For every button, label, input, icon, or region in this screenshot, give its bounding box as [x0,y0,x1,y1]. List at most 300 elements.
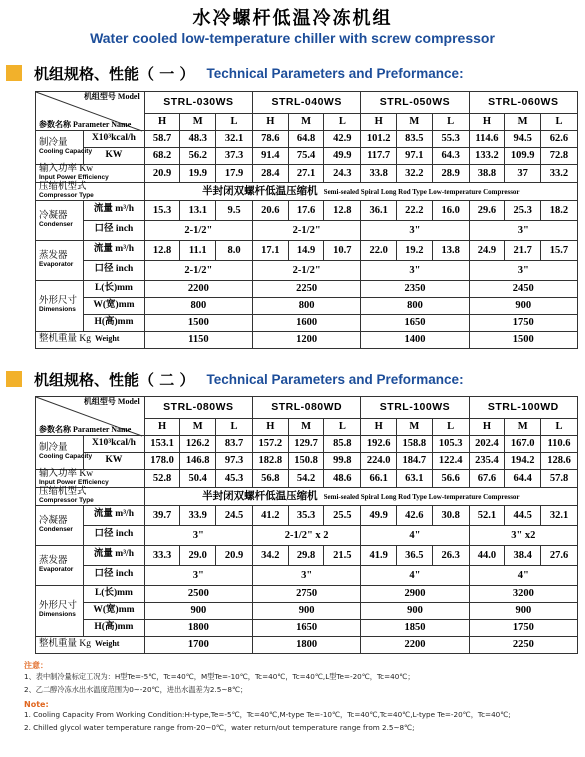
cooling-kw-value: 235.4 [469,453,505,470]
corner-model-label: 机组型号 Model [83,92,140,101]
hml-header: M [180,419,216,436]
compressor-type-en: Semi-sealed Spiral Long Rod Type Low-temperature Compressor [323,492,520,501]
condenser-flow-value: 15.3 [144,200,180,220]
evap-flow-value: 20.9 [216,545,253,565]
table-row [36,436,578,453]
cooling-kw-value: 56.2 [180,148,216,165]
compressor-type-zh: 半封闭双螺杆低温压缩机 [202,185,318,197]
condenser-flow-value: 25.5 [324,505,361,525]
input-power-value: 57.8 [541,470,578,488]
dimension-value: 900 [469,297,577,314]
input-power-value: 37 [505,165,541,183]
cooling-kcal-value: 192.6 [361,436,397,453]
weight-label-en: Weight [95,638,120,648]
condenser-flow-label: 流量 m³/h [84,200,145,220]
condenser-flow-value: 29.6 [469,200,505,220]
dimension-value: 2500 [144,585,252,602]
evaporator-label-en: Evaporator [39,260,74,268]
evap-flow-value: 38.4 [505,545,541,565]
evap-flow-value: 34.2 [253,545,289,565]
hml-header: H [253,419,289,436]
table-row [36,397,578,419]
evap-flow-value: 29.8 [288,545,324,565]
model-name: STRL-040WS [253,92,361,114]
dimensions-label-zh: 外形尺寸 [39,601,78,612]
table-row [36,260,578,280]
evap-flow-value: 24.9 [469,240,505,260]
input-power-label-zh: 输入功率 Kw [39,469,94,479]
model-name: STRL-050WS [361,92,469,114]
hml-header: M [397,419,433,436]
condenser-port-value: 3" [469,220,577,240]
table-row [36,200,578,220]
evaporator-label-zh: 蒸发器 [39,250,68,261]
hml-header: H [469,114,505,131]
input-power-value: 20.9 [144,165,180,183]
evap-flow-value: 33.3 [144,545,180,565]
input-power-value: 56.6 [432,470,469,488]
dimensions-label-en: Dimensions [39,306,76,314]
condenser-port-value: 2-1/2" [253,220,361,240]
condenser-port-value: 3" x2 [469,525,577,545]
condenser-flow-value: 22.2 [397,200,433,220]
table-row [36,470,578,488]
hml-header: L [324,419,361,436]
hml-header: L [432,114,469,131]
dimension-unit: W(宽)mm [84,297,145,314]
condenser-port-value: 3" [144,525,252,545]
dimension-value: 900 [469,602,577,619]
dimension-value: 2900 [361,585,469,602]
cooling-kw-value: 49.9 [324,148,361,165]
cooling-kcal-value: 126.2 [180,436,216,453]
cooling-kcal-value: 202.4 [469,436,505,453]
hml-header: L [216,419,253,436]
cooling-kcal-value: 48.3 [180,131,216,148]
evap-flow-label: 流量 m³/h [84,545,145,565]
compressor-type [144,487,577,505]
cooling-kw-value: 182.8 [253,453,289,470]
evap-flow-value: 17.1 [253,240,289,260]
input-power-value: 27.1 [288,165,324,183]
note-en-2: 2. Chilled glycol water temperature range from-20~0℃，water return/out temperature range from 2.5~8℃; [24,722,415,732]
condenser-label-zh: 冷凝器 [39,515,68,526]
table-row [36,565,578,585]
input-power-value: 63.1 [397,470,433,488]
table-row [36,314,578,331]
input-power-value: 66.1 [361,470,397,488]
table-row [36,92,578,114]
cooling-kw-value: 146.8 [180,453,216,470]
weight-value: 2250 [469,636,577,653]
condenser-port-value: 2-1/2" x 2 [253,525,361,545]
table-row [36,240,578,260]
hml-header: H [469,419,505,436]
model-name: STRL-100WD [469,397,577,419]
cooling-kw-value: 75.4 [288,148,324,165]
input-power-value: 28.4 [253,165,289,183]
dimension-value: 900 [144,602,252,619]
input-power-value: 17.9 [216,165,253,183]
evap-port-value: 3" [144,565,252,585]
cooling-kw-value: 37.3 [216,148,253,165]
evap-flow-value: 29.0 [180,545,216,565]
cooling-kcal-value: 83.5 [397,131,433,148]
condenser-flow-value: 16.0 [432,200,469,220]
compressor-type-en: Semi-sealed Spiral Long Rod Type Low-temperature Compressor [323,187,520,196]
cooling-kcal-value: 114.6 [469,131,505,148]
input-power-value: 54.2 [288,470,324,488]
cooling-kcal-value: 167.0 [505,436,541,453]
compressor-label-zh: 压缩机型式 [39,486,87,497]
cooling-kcal-value: 110.6 [541,436,578,453]
hml-header: M [397,114,433,131]
input-power-value: 56.8 [253,470,289,488]
dimension-value: 2350 [361,280,469,297]
hml-header: H [361,114,397,131]
cooling-kcal-value: 157.2 [253,436,289,453]
input-power-value: 24.3 [324,165,361,183]
cooling-kcal-value: 129.7 [288,436,324,453]
table-row [36,148,578,165]
input-power-value: 19.9 [180,165,216,183]
dimension-value: 1850 [361,619,469,636]
corner-header [36,92,145,131]
evap-flow-value: 15.7 [540,240,577,260]
section-heading [6,368,464,390]
evap-flow-value: 21.7 [505,240,541,260]
compressor-label-en: Compressor Type [39,191,94,199]
cooling-label-en: Cooling Capacity [39,453,93,461]
corner-param-label: 参数名称 Parameter Name [39,119,132,129]
hml-header: M [180,114,216,131]
corner-model-label: 机组型号 Model [83,397,140,406]
input-power-value: 67.6 [469,470,505,488]
input-power-value: 28.9 [432,165,469,183]
cooling-kw-value: 97.1 [397,148,433,165]
cooling-label [36,131,93,165]
evap-port-value: 2-1/2" [253,260,361,280]
condenser-flow-value: 35.3 [288,505,324,525]
dimension-value: 1650 [253,619,361,636]
dimension-value: 900 [361,602,469,619]
evap-flow-value: 12.8 [144,240,180,260]
section-heading-zh: 机组规格、性能（ 二 ） [34,370,195,389]
condenser-port-value: 4" [361,525,469,545]
compressor-label [36,487,145,505]
evap-flow-value: 8.0 [216,240,253,260]
input-power-label-en: Input Power Efficiency [39,478,109,486]
compressor-label [36,182,145,200]
evap-port-value: 3" [469,260,577,280]
dimension-value: 800 [144,297,252,314]
compressor-label-zh: 压缩机型式 [39,181,87,192]
table-row [36,182,578,200]
hml-header: L [432,419,469,436]
hml-header: M [288,419,324,436]
cooling-kcal-value: 58.7 [144,131,180,148]
evap-port-value: 4" [469,565,577,585]
unit-kcal: X10³kcal/h [84,131,145,148]
table-row [36,585,578,602]
page-subtitle: Water cooled low-temperature chiller with screw compressor [90,30,495,46]
condenser-flow-value: 18.2 [540,200,577,220]
table-row [36,220,578,240]
input-power-value: 38.8 [469,165,505,183]
condenser-flow-value: 36.1 [361,200,397,220]
hml-header: L [324,114,361,131]
cooling-kw-value: 178.0 [144,453,180,470]
evap-flow-value: 14.9 [288,240,324,260]
evaporator-label-zh: 蒸发器 [39,555,68,566]
cooling-label-zh: 制冷量 [39,443,68,454]
condenser-flow-value: 32.1 [541,505,578,525]
weight-value: 1800 [253,636,361,653]
dimension-unit: H(高)mm [84,314,145,331]
cooling-kw-value: 194.2 [505,453,541,470]
cooling-kcal-value: 101.2 [361,131,397,148]
cooling-kw-value: 133.2 [469,148,505,165]
input-power-value: 33.8 [361,165,397,183]
table-row [36,331,578,348]
evaporator-label-en: Evaporator [39,565,74,573]
model-name: STRL-080WS [144,397,252,419]
condenser-flow-value: 20.6 [253,200,289,220]
spec-table [35,91,578,349]
condenser-flow-label: 流量 m³/h [84,505,145,525]
table-row [36,602,578,619]
condenser-flow-value: 24.5 [216,505,253,525]
hml-header: H [361,419,397,436]
condenser-label-zh: 冷凝器 [39,210,68,221]
weight-value: 1500 [469,331,577,348]
section-heading [6,62,464,84]
condenser-flow-value: 49.9 [361,505,397,525]
cooling-kw-value: 91.4 [253,148,289,165]
weight-value: 1150 [144,331,252,348]
table-row [36,453,578,470]
dimension-value: 2200 [144,280,252,297]
hml-header: M [505,419,541,436]
table-row [36,131,578,148]
table-row [36,619,578,636]
cooling-kw-value: 64.3 [432,148,469,165]
cooling-kcal-value: 64.8 [288,131,324,148]
condenser-flow-value: 52.1 [469,505,505,525]
dimension-value: 3200 [469,585,577,602]
input-power-value: 64.4 [505,470,541,488]
dimension-value: 1800 [144,619,252,636]
page-title: 水冷螺杆低温冷冻机组 [192,8,393,29]
input-power-value: 48.6 [324,470,361,488]
evap-flow-value: 44.0 [469,545,505,565]
input-power-value: 32.2 [397,165,433,183]
input-power-label [36,165,145,183]
evaporator-label [36,545,84,585]
unit-kw: KW [84,453,145,470]
section-marker-icon [6,65,22,81]
evap-flow-value: 22.0 [361,240,397,260]
cooling-kw-value: 68.2 [144,148,180,165]
evap-port-value: 3" [253,565,361,585]
input-power-value: 52.8 [144,470,180,488]
condenser-port-label: 口径 inch [84,220,145,240]
table-row [36,525,578,545]
cooling-kw-value: 117.7 [361,148,397,165]
weight-label [36,636,145,653]
hml-header: H [253,114,289,131]
dimension-value: 1500 [144,314,252,331]
cooling-kw-value: 109.9 [505,148,541,165]
dimension-unit: L(长)mm [84,585,145,602]
hml-header: H [144,419,180,436]
hml-header: H [144,114,180,131]
condenser-flow-value: 33.9 [180,505,216,525]
table-row [36,280,578,297]
dimensions-label-en: Dimensions [39,611,76,619]
model-name: STRL-100WS [361,397,469,419]
section-marker-icon [6,371,22,387]
table-row [36,297,578,314]
condenser-port-label: 口径 inch [84,525,145,545]
table-row [36,165,578,183]
notes-heading-en: Note: [24,700,49,709]
cooling-kcal-value: 105.3 [432,436,469,453]
evap-flow-value: 11.1 [180,240,216,260]
input-power-label-zh: 输入功率 Kw [39,164,94,174]
model-name: STRL-060WS [469,92,577,114]
hml-header: M [505,114,541,131]
cooling-kcal-value: 153.1 [144,436,180,453]
note-zh-2: 2、乙二醇冷冻水出水温度范围为0~-20℃，进出水温差为2.5~8℃； [24,684,248,694]
weight-value: 2200 [361,636,469,653]
cooling-kw-value: 224.0 [361,453,397,470]
section-heading-en: Technical Parameters and Preformance: [206,371,464,387]
dimension-unit: L(长)mm [84,280,145,297]
condenser-flow-value: 42.6 [397,505,433,525]
notes-heading-zh: 注意： [24,661,48,670]
cooling-kcal-value: 158.8 [397,436,433,453]
cooling-kw-value: 97.3 [216,453,253,470]
dimension-unit: H(高)mm [84,619,145,636]
unit-kw: KW [84,148,145,165]
section-heading-zh: 机组规格、性能（ 一 ） [34,64,195,83]
evap-flow-label: 流量 m³/h [84,240,145,260]
compressor-type-zh: 半封闭双螺杆低温压缩机 [202,490,318,502]
dimension-value: 2450 [469,280,577,297]
table-row [36,505,578,525]
cooling-kw-value: 99.8 [324,453,361,470]
evap-port-label: 口径 inch [84,565,145,585]
evap-flow-value: 41.9 [361,545,397,565]
input-power-value: 33.2 [540,165,577,183]
note-zh-1: 1、表中制冷量标定工况为：H型Te=-5℃，Tc=40℃，M型Te=-10℃，Tc=40℃，Tc=40℃,L型Te=-20℃，Tc=40℃； [24,672,415,681]
cooling-kcal-value: 94.5 [505,131,541,148]
condenser-port-value: 3" [361,220,469,240]
condenser-flow-value: 39.7 [144,505,180,525]
evap-port-value: 4" [361,565,469,585]
cooling-label-zh: 制冷量 [39,138,68,149]
dimension-value: 1750 [469,619,577,636]
weight-value: 1700 [144,636,252,653]
dimension-unit: W(宽)mm [84,602,145,619]
weight-label-en: Weight [95,333,120,343]
table-row [36,545,578,565]
cooling-kcal-value: 32.1 [216,131,253,148]
unit-kcal: X10³kcal/h [84,436,145,453]
hml-header: L [541,419,578,436]
evap-flow-value: 27.6 [541,545,578,565]
evap-flow-value: 21.5 [324,545,361,565]
condenser-flow-value: 9.5 [216,200,253,220]
weight-label-zh: 整机重量 Kg [39,333,91,344]
evap-port-value: 3" [361,260,469,280]
cooling-kw-value: 150.8 [288,453,324,470]
dimensions-label [36,585,84,636]
weight-label [36,331,145,348]
table-row [36,636,578,653]
compressor-type [144,182,577,200]
condenser-label-en: Condenser [39,525,73,533]
input-power-label [36,470,145,488]
cooling-kw-value: 72.8 [540,148,577,165]
condenser-flow-value: 30.8 [432,505,469,525]
model-name: STRL-030WS [144,92,252,114]
condenser-label [36,200,84,240]
hml-header: L [540,114,577,131]
weight-label-zh: 整机重量 Kg [39,638,91,649]
hml-header: L [216,114,253,131]
condenser-label-en: Condenser [39,220,73,228]
notes [24,660,584,734]
dimension-value: 2750 [253,585,361,602]
condenser-port-value: 2-1/2" [144,220,252,240]
cooling-kcal-value: 55.3 [432,131,469,148]
corner-param-label: 参数名称 Parameter Name [39,424,132,434]
dimension-value: 1600 [253,314,361,331]
input-power-label-en: Input Power Efficiency [39,173,109,181]
corner-header [36,397,145,436]
evap-port-label: 口径 inch [84,260,145,280]
dimensions-label-zh: 外形尺寸 [39,296,78,307]
dimension-value: 900 [253,602,361,619]
evap-flow-value: 36.5 [397,545,433,565]
evaporator-label [36,240,84,280]
note-en-1: 1. Cooling Capacity From Working Condition:H-type,Te=-5℃，Tc=40℃,M-type Te=-10℃，Tc=40℃,Tc=40℃,L-type Te=-20℃，Tc=40℃; [24,710,511,719]
compressor-label-en: Compressor Type [39,496,94,504]
condenser-flow-value: 12.8 [324,200,361,220]
spec-table [35,396,578,654]
evap-flow-value: 13.8 [432,240,469,260]
evap-flow-value: 26.3 [432,545,469,565]
cooling-kcal-value: 83.7 [216,436,253,453]
cooling-kw-value: 128.6 [541,453,578,470]
dimension-value: 800 [253,297,361,314]
evap-flow-value: 19.2 [397,240,433,260]
input-power-value: 50.4 [180,470,216,488]
cooling-kcal-value: 62.6 [540,131,577,148]
condenser-flow-value: 25.3 [505,200,541,220]
model-name: STRL-080WD [253,397,361,419]
dimension-value: 800 [361,297,469,314]
dimensions-label [36,280,84,331]
cooling-kw-value: 184.7 [397,453,433,470]
condenser-label [36,505,84,545]
table-row [36,487,578,505]
cooling-kcal-value: 42.9 [324,131,361,148]
weight-value: 1400 [361,331,469,348]
weight-value: 1200 [253,331,361,348]
